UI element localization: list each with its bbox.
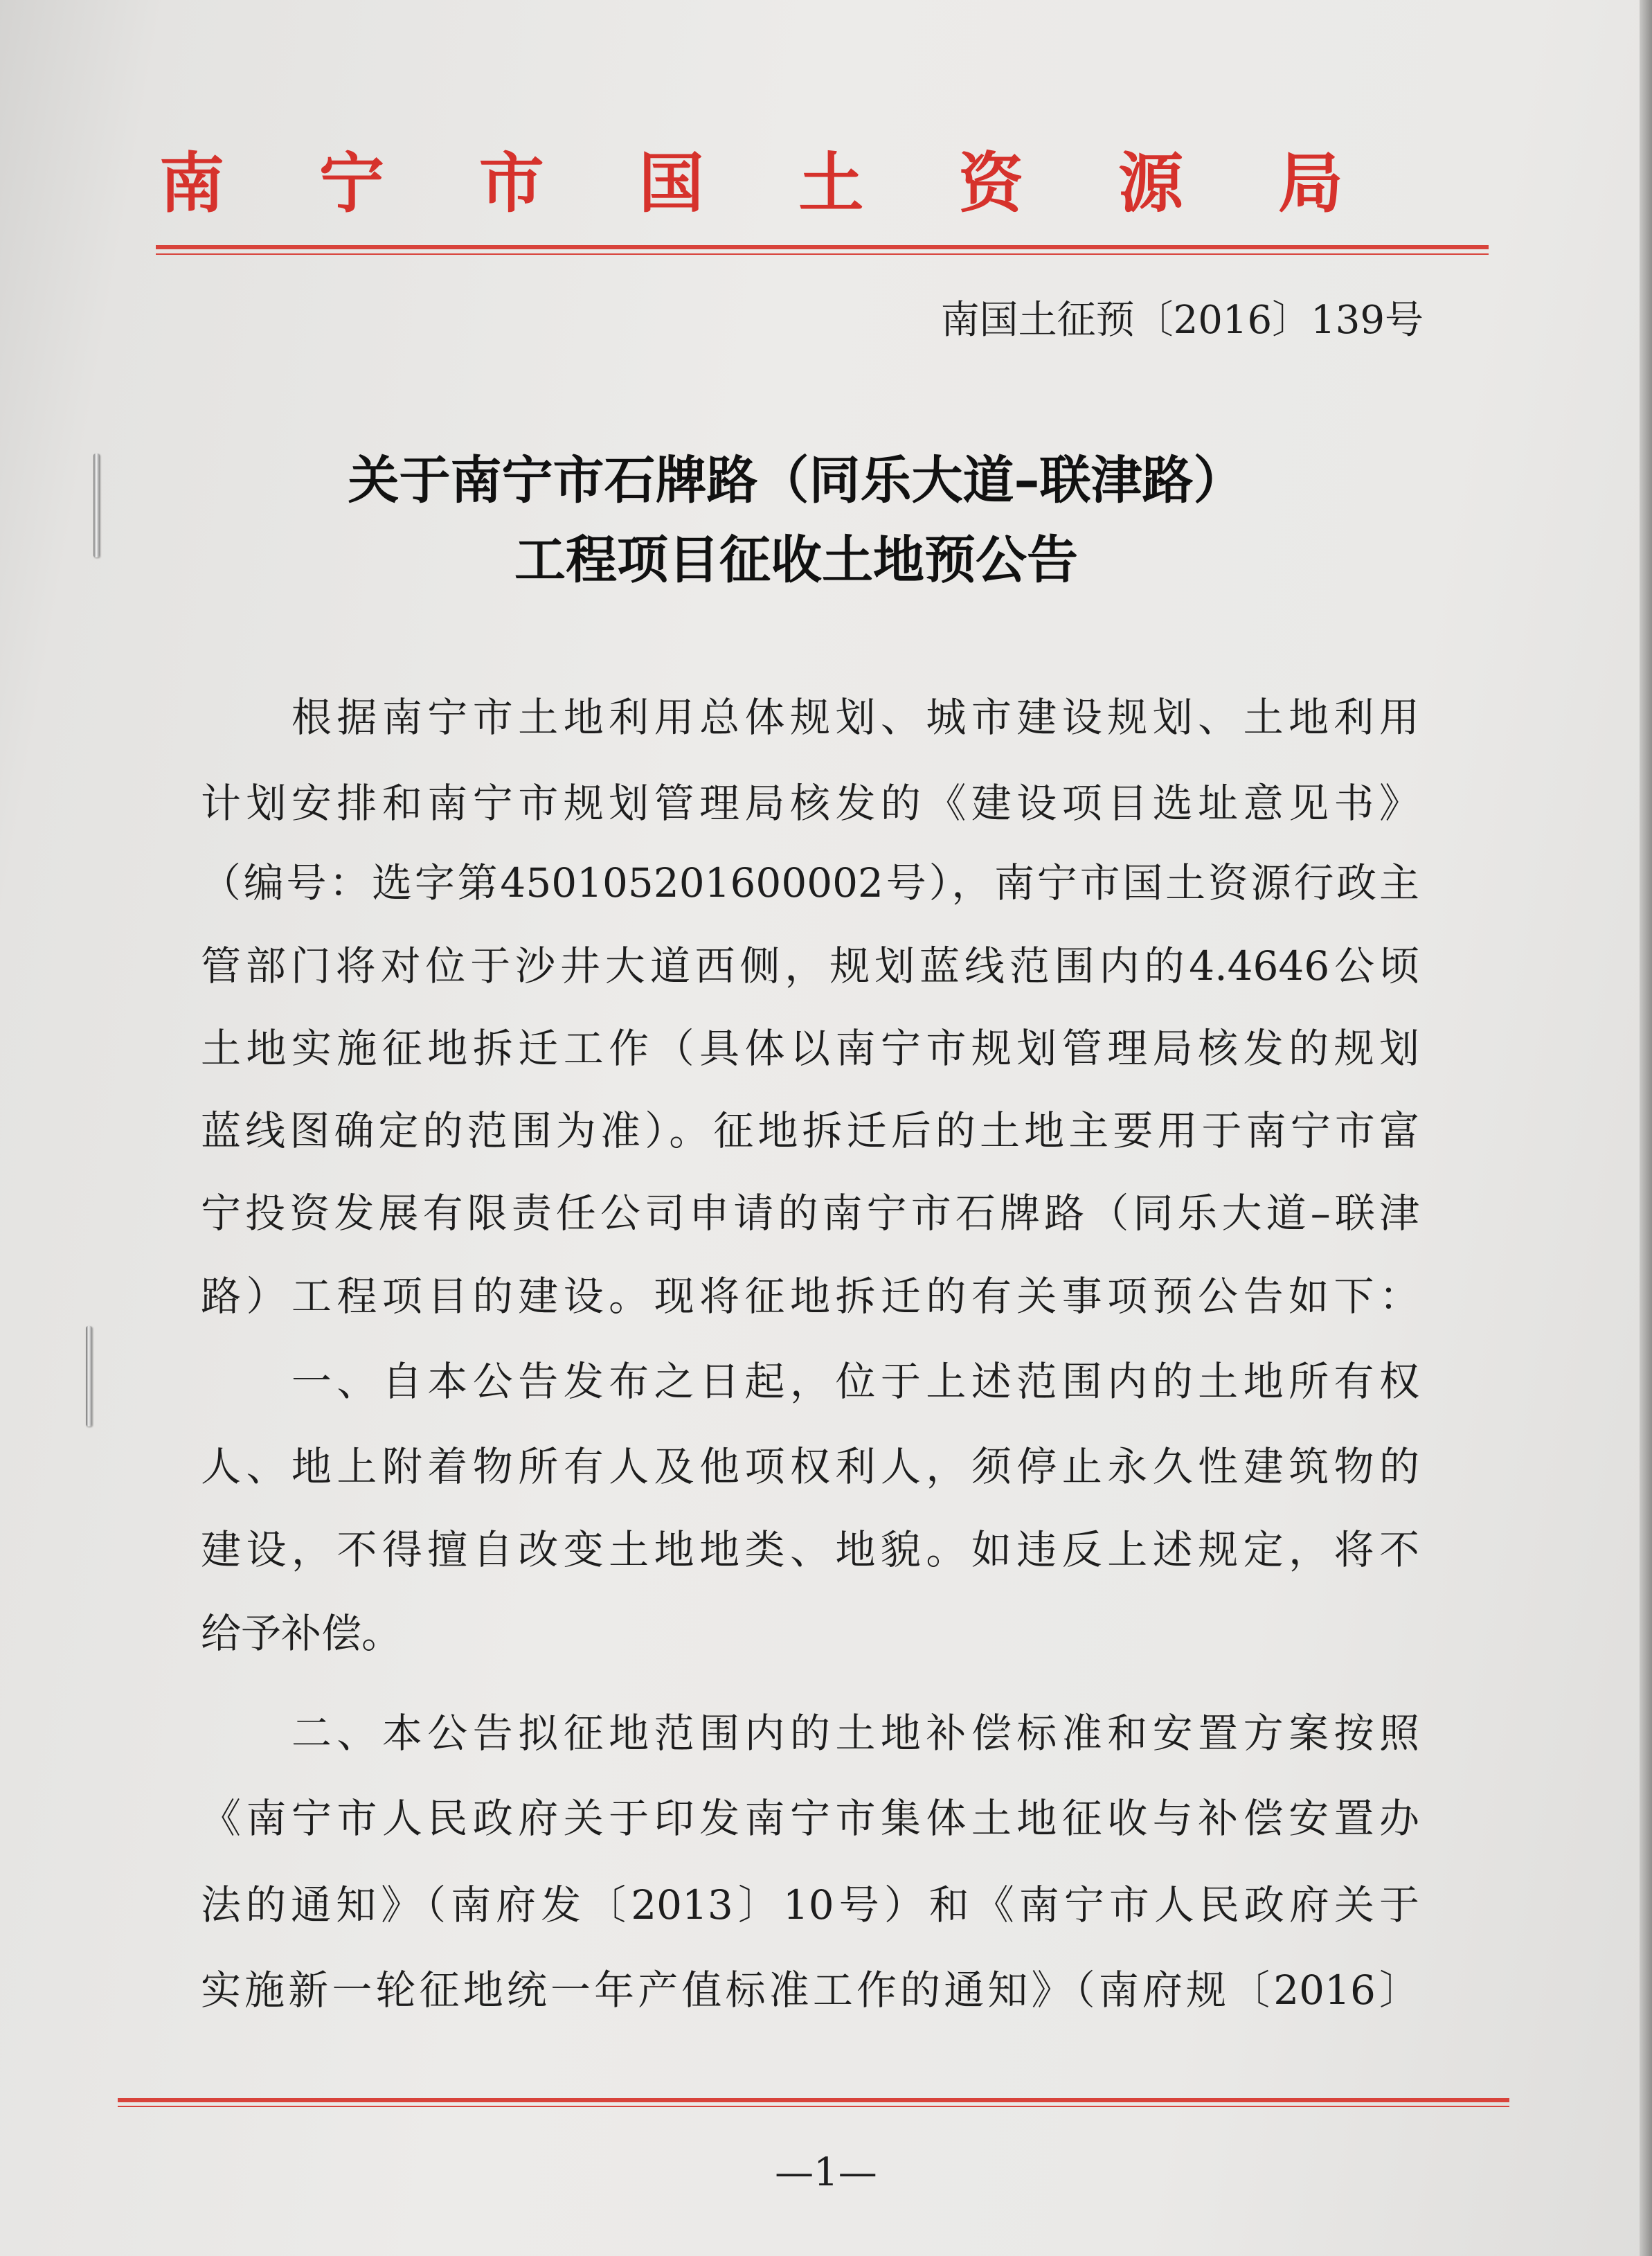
org-char: 土 — [798, 145, 864, 222]
header-red-rule-thin — [156, 253, 1489, 255]
body-line: 建设，不得擅自改变土地地类、地貌。如违反上述规定，将不 — [201, 1526, 1419, 1573]
body-line: 《南宁市人民政府关于印发南宁市集体土地征收与补偿安置办 — [201, 1795, 1419, 1842]
org-char: 局 — [1277, 145, 1343, 222]
page-edge — [1640, 0, 1652, 2256]
issuing-org-header — [159, 138, 1343, 229]
header-red-rule-thick — [156, 245, 1489, 249]
body-line: （编号：选字第450105201600002号），南宁市国土资源行政主 — [201, 859, 1419, 906]
body-line: 人、地上附着物所有人及他项权利人，须停止永久性建筑物的 — [201, 1443, 1419, 1490]
body-line: 一、自本公告发布之日起，位于上述范围内的土地所有权 — [201, 1358, 1419, 1405]
staple-bottom — [86, 1326, 92, 1426]
body-line: 二、本公告拟征地范围内的土地补偿标准和安置方案按照 — [201, 1710, 1419, 1757]
page-number: —1— — [775, 2150, 877, 2195]
document-number: 南国土征预〔2016〕139号 — [940, 298, 1424, 343]
body-line: 计划安排和南宁市规划管理局核发的《建设项目选址意见书》 — [201, 780, 1419, 827]
body-line: 土地实施征地拆迁工作（具体以南宁市规划管理局核发的规划 — [201, 1025, 1419, 1072]
body-line: 路）工程项目的建设。现将征地拆迁的有关事项预公告如下： — [201, 1273, 1419, 1320]
body-line: 管部门将对位于沙井大道西侧，规划蓝线范围内的4.4646公顷 — [201, 942, 1419, 990]
title-line-1: 关于南宁市石牌路（同乐大道–联津路） — [348, 451, 1245, 510]
footer-red-rule-thin — [118, 2106, 1509, 2107]
body-line: 法的通知》（南府发〔2013〕10号）和《南宁市人民政府关于 — [201, 1881, 1419, 1928]
org-char: 宁 — [318, 145, 384, 222]
body-line: 宁投资发展有限责任公司申请的南宁市石牌路（同乐大道–联津 — [201, 1190, 1419, 1237]
body-line: 根据南宁市土地利用总体规划、城市建设规划、土地利用 — [201, 694, 1419, 741]
org-char: 市 — [478, 145, 544, 222]
body-line: 实施新一轮征地统一年产值标准工作的通知》（南府规〔2016〕 — [201, 1967, 1419, 2014]
body-line: 给予补偿。 — [201, 1610, 402, 1657]
body-line: 蓝线图确定的范围为准）。征地拆迁后的土地主要用于南宁市富 — [201, 1107, 1419, 1154]
org-char: 资 — [958, 145, 1024, 222]
org-char: 国 — [638, 145, 704, 222]
org-char: 源 — [1118, 145, 1184, 222]
org-char: 南 — [159, 145, 225, 222]
title-line-2: 工程项目征收土地预公告 — [514, 530, 1078, 590]
footer-red-rule-thick — [118, 2098, 1509, 2102]
staple-top — [93, 454, 100, 557]
